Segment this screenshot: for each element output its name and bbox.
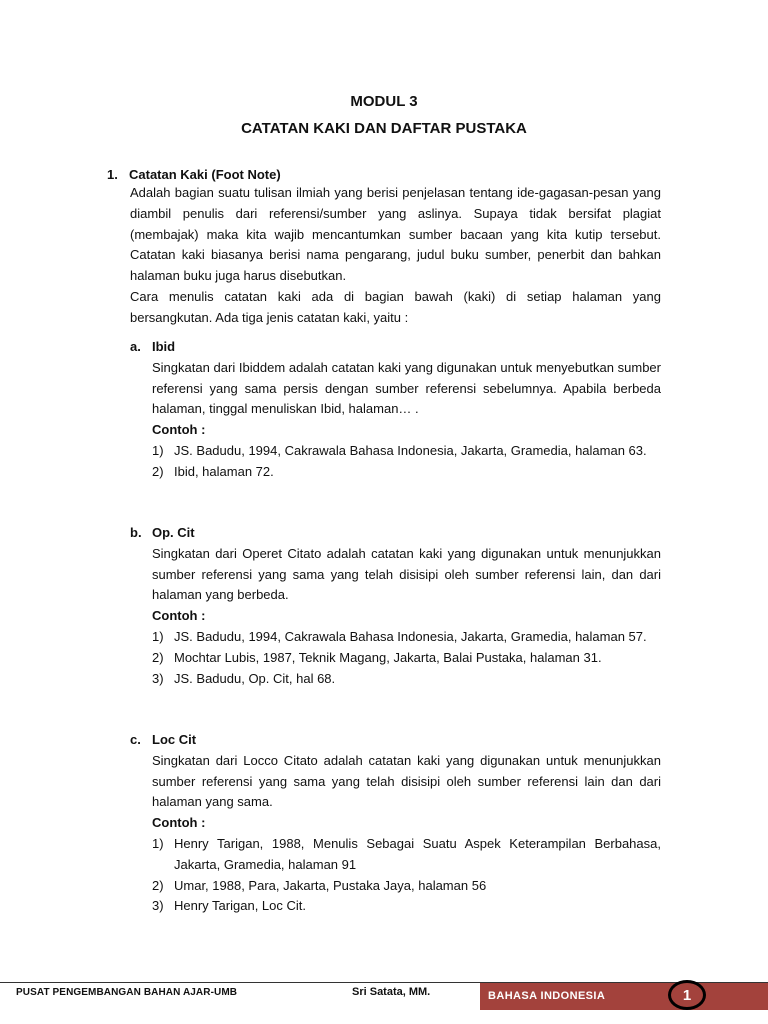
subsection-ibid xyxy=(130,337,661,483)
example-item xyxy=(152,648,661,669)
example-number: 2) xyxy=(152,463,164,479)
example-text: JS. Badudu, Op. Cit, hal 68. xyxy=(174,670,336,686)
example-text: Ibid, halaman 72. xyxy=(174,463,274,479)
contoh-label: Contoh : xyxy=(152,422,206,438)
example-text: Henry Tarigan, 1988, Menulis Sebagai Suatu Aspek Keterampilan Berbahasa, Jakarta, Gramedia, halaman 91 xyxy=(174,835,661,872)
footer-author: Sri Satata, MM. xyxy=(352,986,431,998)
example-number: 2) xyxy=(152,649,164,665)
example-number: 1) xyxy=(152,442,164,458)
subsection-loc-cit xyxy=(130,730,661,917)
example-item xyxy=(152,896,661,917)
module-label: MODUL 3 xyxy=(350,93,418,110)
subsection-content xyxy=(152,751,661,917)
example-item xyxy=(152,876,661,897)
subsection-text: Singkatan dari Locco Citato adalah catatan kaki yang digunakan untuk menunjukkan sumber referensi yang sama yang telah disisipi oleh sumber referensi lain dan dari halaman yang sama. xyxy=(152,752,661,810)
footer-subject: BAHASA INDONESIA xyxy=(488,990,606,1002)
contoh-label: Contoh : xyxy=(152,815,206,831)
subsection-letter: a. xyxy=(130,339,141,354)
subsection-content xyxy=(152,544,661,690)
example-item xyxy=(152,627,661,648)
page-number: 1 xyxy=(668,980,706,1010)
example-text: Umar, 1988, Para, Jakarta, Pustaka Jaya, halaman 56 xyxy=(174,877,487,893)
example-item xyxy=(152,462,661,483)
section-title: Catatan Kaki (Foot Note) xyxy=(129,167,281,182)
paragraph: Cara menulis catatan kaki ada di bagian bawah (kaki) di setiap halaman yang bersangkutan. Ada tiga jenis catatan kaki, yaitu : xyxy=(130,288,661,325)
page-title: CATATAN KAKI DAN DAFTAR PUSTAKA xyxy=(241,120,527,137)
example-item xyxy=(152,669,661,690)
subsection-text: Singkatan dari Operet Citato adalah catatan kaki yang digunakan untuk menunjukkan sumber referensi yang sama yang telah disisipi oleh sumber referensi lain, dan dari halaman yang berbeda. xyxy=(152,545,661,603)
example-text: Henry Tarigan, Loc Cit. xyxy=(174,898,306,914)
section-number: 1. xyxy=(107,167,118,182)
subsection-letter: b. xyxy=(130,525,142,540)
subsection-heading xyxy=(130,337,661,358)
subsection-letter: c. xyxy=(130,732,141,747)
subsection-text: Singkatan dari Ibiddem adalah catatan kaki yang digunakan untuk menyebutkan sumber referensi yang sama persis dengan sumber referensi sebelumnya. Apabila berbeda halaman, tinggal menuliskan Ibid, halaman… . xyxy=(152,359,661,417)
subsection-content xyxy=(152,358,661,483)
example-number: 3) xyxy=(152,898,164,914)
subsection-title: Loc Cit xyxy=(152,732,197,747)
subsection-title: Op. Cit xyxy=(152,525,195,540)
subsection-heading xyxy=(130,523,661,544)
subsection-title: Ibid xyxy=(152,339,176,354)
example-item xyxy=(152,441,661,462)
example-number: 2) xyxy=(152,877,164,893)
contoh-label: Contoh : xyxy=(152,608,206,624)
example-number: 1) xyxy=(152,628,164,644)
paragraph: Adalah bagian suatu tulisan ilmiah yang berisi penjelasan tentang ide-gagasan-pesan yang diambil penulis dari referensi/sumber yang aslinya. Supaya tidak bersifat plagiat (membajak) maka kita wajib mencantumkan sumber bacaan yang kita kutip tersebut. Catatan kaki biasanya berisi nama pengarang, judul buku sumber, penerbit dan bahkan halaman buku juga harus disebutkan. xyxy=(130,185,661,284)
example-text: JS. Badudu, 1994, Cakrawala Bahasa Indonesia, Jakarta, Gramedia, halaman 57. xyxy=(174,628,647,644)
section-heading xyxy=(107,165,281,185)
example-number: 3) xyxy=(152,670,164,686)
example-text: JS. Badudu, 1994, Cakrawala Bahasa Indonesia, Jakarta, Gramedia, halaman 63. xyxy=(174,442,647,458)
example-text: Mochtar Lubis, 1987, Teknik Magang, Jakarta, Balai Pustaka, halaman 31. xyxy=(174,649,602,665)
subsection-heading xyxy=(130,730,661,751)
example-item xyxy=(152,834,661,876)
example-number: 1) xyxy=(152,835,164,851)
footer-institution: PUSAT PENGEMBANGAN BAHAN AJAR-UMB xyxy=(16,987,238,998)
subsection-op-cit xyxy=(130,523,661,689)
section-body xyxy=(130,183,661,329)
